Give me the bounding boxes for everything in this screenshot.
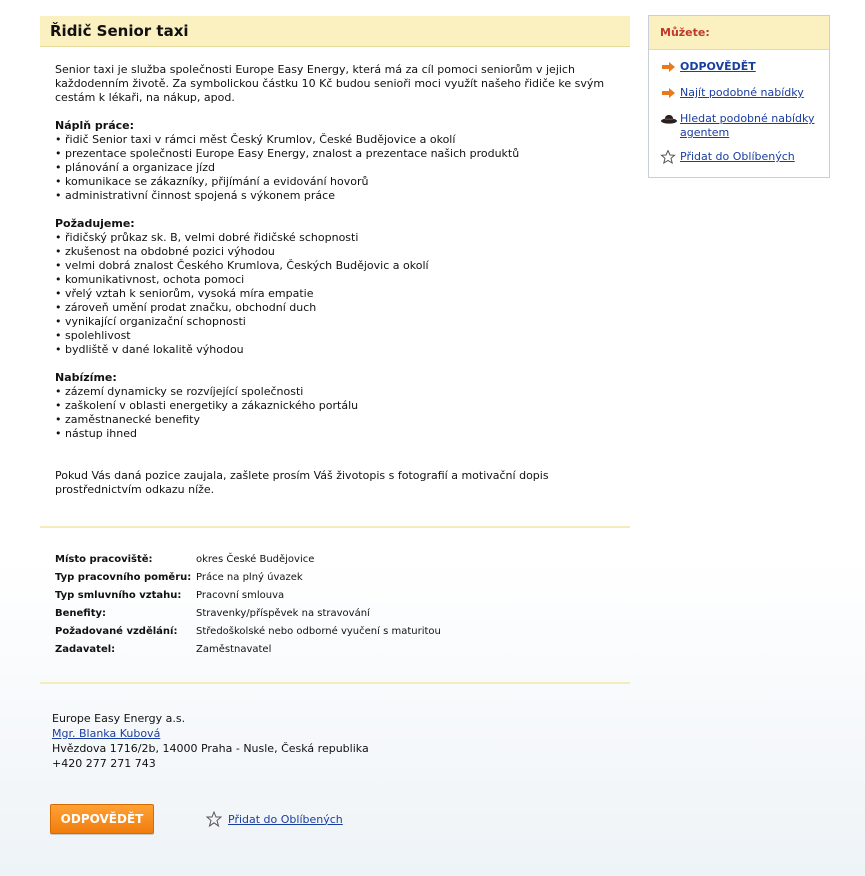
list-item: • bydliště v dané lokalitě výhodou: [55, 343, 244, 356]
sidebar-item-reply[interactable]: [660, 60, 756, 74]
list-item: • nástup ihned: [55, 427, 137, 440]
table-row: [55, 572, 441, 590]
arrow-right-icon: [660, 86, 678, 100]
arrow-right-icon: [660, 60, 678, 74]
table-row: [55, 626, 441, 644]
detail-label: Zadavatel:: [55, 644, 116, 655]
sidebar-item-favorite[interactable]: [660, 150, 795, 164]
sidebar-reply-link[interactable]: ODPOVĚDĚT: [680, 60, 756, 73]
section-pozadujeme: [55, 217, 616, 357]
detail-value: Práce na plný úvazek: [196, 572, 303, 583]
detail-value: okres České Budějovice: [196, 554, 315, 565]
list-item: • vynikající organizační schopnosti: [55, 315, 246, 328]
job-description: [40, 47, 630, 526]
spacer: [55, 497, 616, 526]
list-item: • administrativní činnost spojená s výkonem práce: [55, 189, 335, 202]
detail-value: Pracovní smlouva: [196, 590, 285, 601]
sidebar-actions: [648, 15, 830, 178]
details-table: [55, 554, 441, 662]
section-title: Nabízíme:: [55, 371, 117, 384]
detail-value: Zaměstnavatel: [196, 644, 272, 655]
job-details: [40, 528, 630, 682]
title-bar: [40, 16, 630, 47]
detail-value: Středoškolské nebo odborné vyučení s maturitou: [196, 626, 441, 637]
add-favorite-action[interactable]: [206, 811, 343, 827]
spacer: [55, 441, 616, 469]
list-item: • plánování a organizace jízd: [55, 161, 215, 174]
list-item: • komunikativnost, ochota pomoci: [55, 273, 245, 286]
list-item: • velmi dobrá znalost Českého Krumlova, Českých Budějovic a okolí: [55, 259, 429, 272]
page-title: Řidič Senior taxi: [50, 22, 189, 40]
sidebar-item-similar[interactable]: [660, 86, 804, 100]
sidebar-similar-link[interactable]: Najít podobné nabídky: [680, 86, 804, 99]
company-name: Europe Easy Energy a.s.: [52, 712, 186, 725]
list-item: • zaměstnanecké benefity: [55, 413, 201, 426]
job-intro: Senior taxi je služba společnosti Europe Easy Energy, která má za cíl pomoci seniorům v jejich každodenním životě. Za symbolickou částku 10 Kč budou senioři moci využít našeho řidiče ke svým cestám k lékaři, na nákup, apod.: [55, 63, 605, 104]
table-row: [55, 554, 441, 572]
contact-address: Hvězdova 1716/2b, 14000 Praha - Nusle, Česká republika: [52, 742, 369, 755]
list-item: • prezentace společnosti Europe Easy Energy, znalost a prezentace našich produktů: [55, 147, 520, 160]
list-item: • řidič Senior taxi v rámci měst Český Krumlov, České Budějovice a okolí: [55, 133, 456, 146]
list-item: • zároveň umění prodat značku, obchodní duch: [55, 301, 317, 314]
table-row: [55, 644, 441, 662]
add-favorite-link[interactable]: Přidat do Oblíbených: [228, 812, 343, 826]
contact-block: [40, 684, 630, 771]
section-title: Požadujeme:: [55, 217, 135, 230]
section-title: Náplň práce:: [55, 119, 135, 132]
sidebar-favorite-link[interactable]: Přidat do Oblíbených: [680, 150, 795, 163]
detail-label: Místo pracoviště:: [55, 554, 153, 565]
detail-label: Benefity:: [55, 608, 107, 619]
contact-phone: +420 277 271 743: [52, 757, 156, 770]
contact-person-link[interactable]: Mgr. Blanka Kubová: [52, 727, 161, 740]
sidebar-agent-link-cont[interactable]: agentem: [680, 126, 730, 139]
sidebar-agent-link[interactable]: Hledat podobné nabídky: [680, 112, 815, 125]
bottom-actions: [40, 804, 630, 844]
star-icon: [206, 811, 222, 827]
table-row: [55, 590, 441, 608]
list-item: • komunikace se zákazníky, přijímání a evidování hovorů: [55, 175, 369, 188]
detail-label: Typ pracovního poměru:: [55, 572, 192, 583]
star-icon: [660, 150, 678, 164]
list-item: • zaškolení v oblasti energetiky a zákaznického portálu: [55, 399, 359, 412]
reply-button[interactable]: ODPOVĚDĚT: [50, 804, 154, 834]
job-detail: [40, 16, 630, 844]
section-napln-prace: [55, 119, 616, 203]
section-nabizime: [55, 371, 616, 441]
detail-label: Požadované vzdělání:: [55, 626, 178, 637]
list-item: • spolehlivost: [55, 329, 131, 342]
job-closing: Pokud Vás daná pozice zaujala, zašlete prosím Váš životopis s fotografií a motivační dopis prostřednictvím odkazu níže.: [55, 469, 549, 496]
table-row: [55, 608, 441, 626]
detail-label: Typ smluvního vztahu:: [55, 590, 182, 601]
detail-value: Stravenky/příspěvek na stravování: [196, 608, 370, 619]
list-item: • vřelý vztah k seniorům, vysoká míra empatie: [55, 287, 314, 300]
sidebar-item-agent[interactable]: [660, 112, 815, 140]
spacer: [55, 662, 616, 682]
list-item: • zázemí dynamicky se rozvíjející společnosti: [55, 385, 304, 398]
sidebar-heading: Můžete:: [649, 16, 829, 50]
list-item: • řidičský průkaz sk. B, velmi dobré řidičské schopnosti: [55, 231, 359, 244]
agent-hat-icon: [660, 112, 678, 126]
list-item: • zkušenost na obdobné pozici výhodou: [55, 245, 275, 258]
